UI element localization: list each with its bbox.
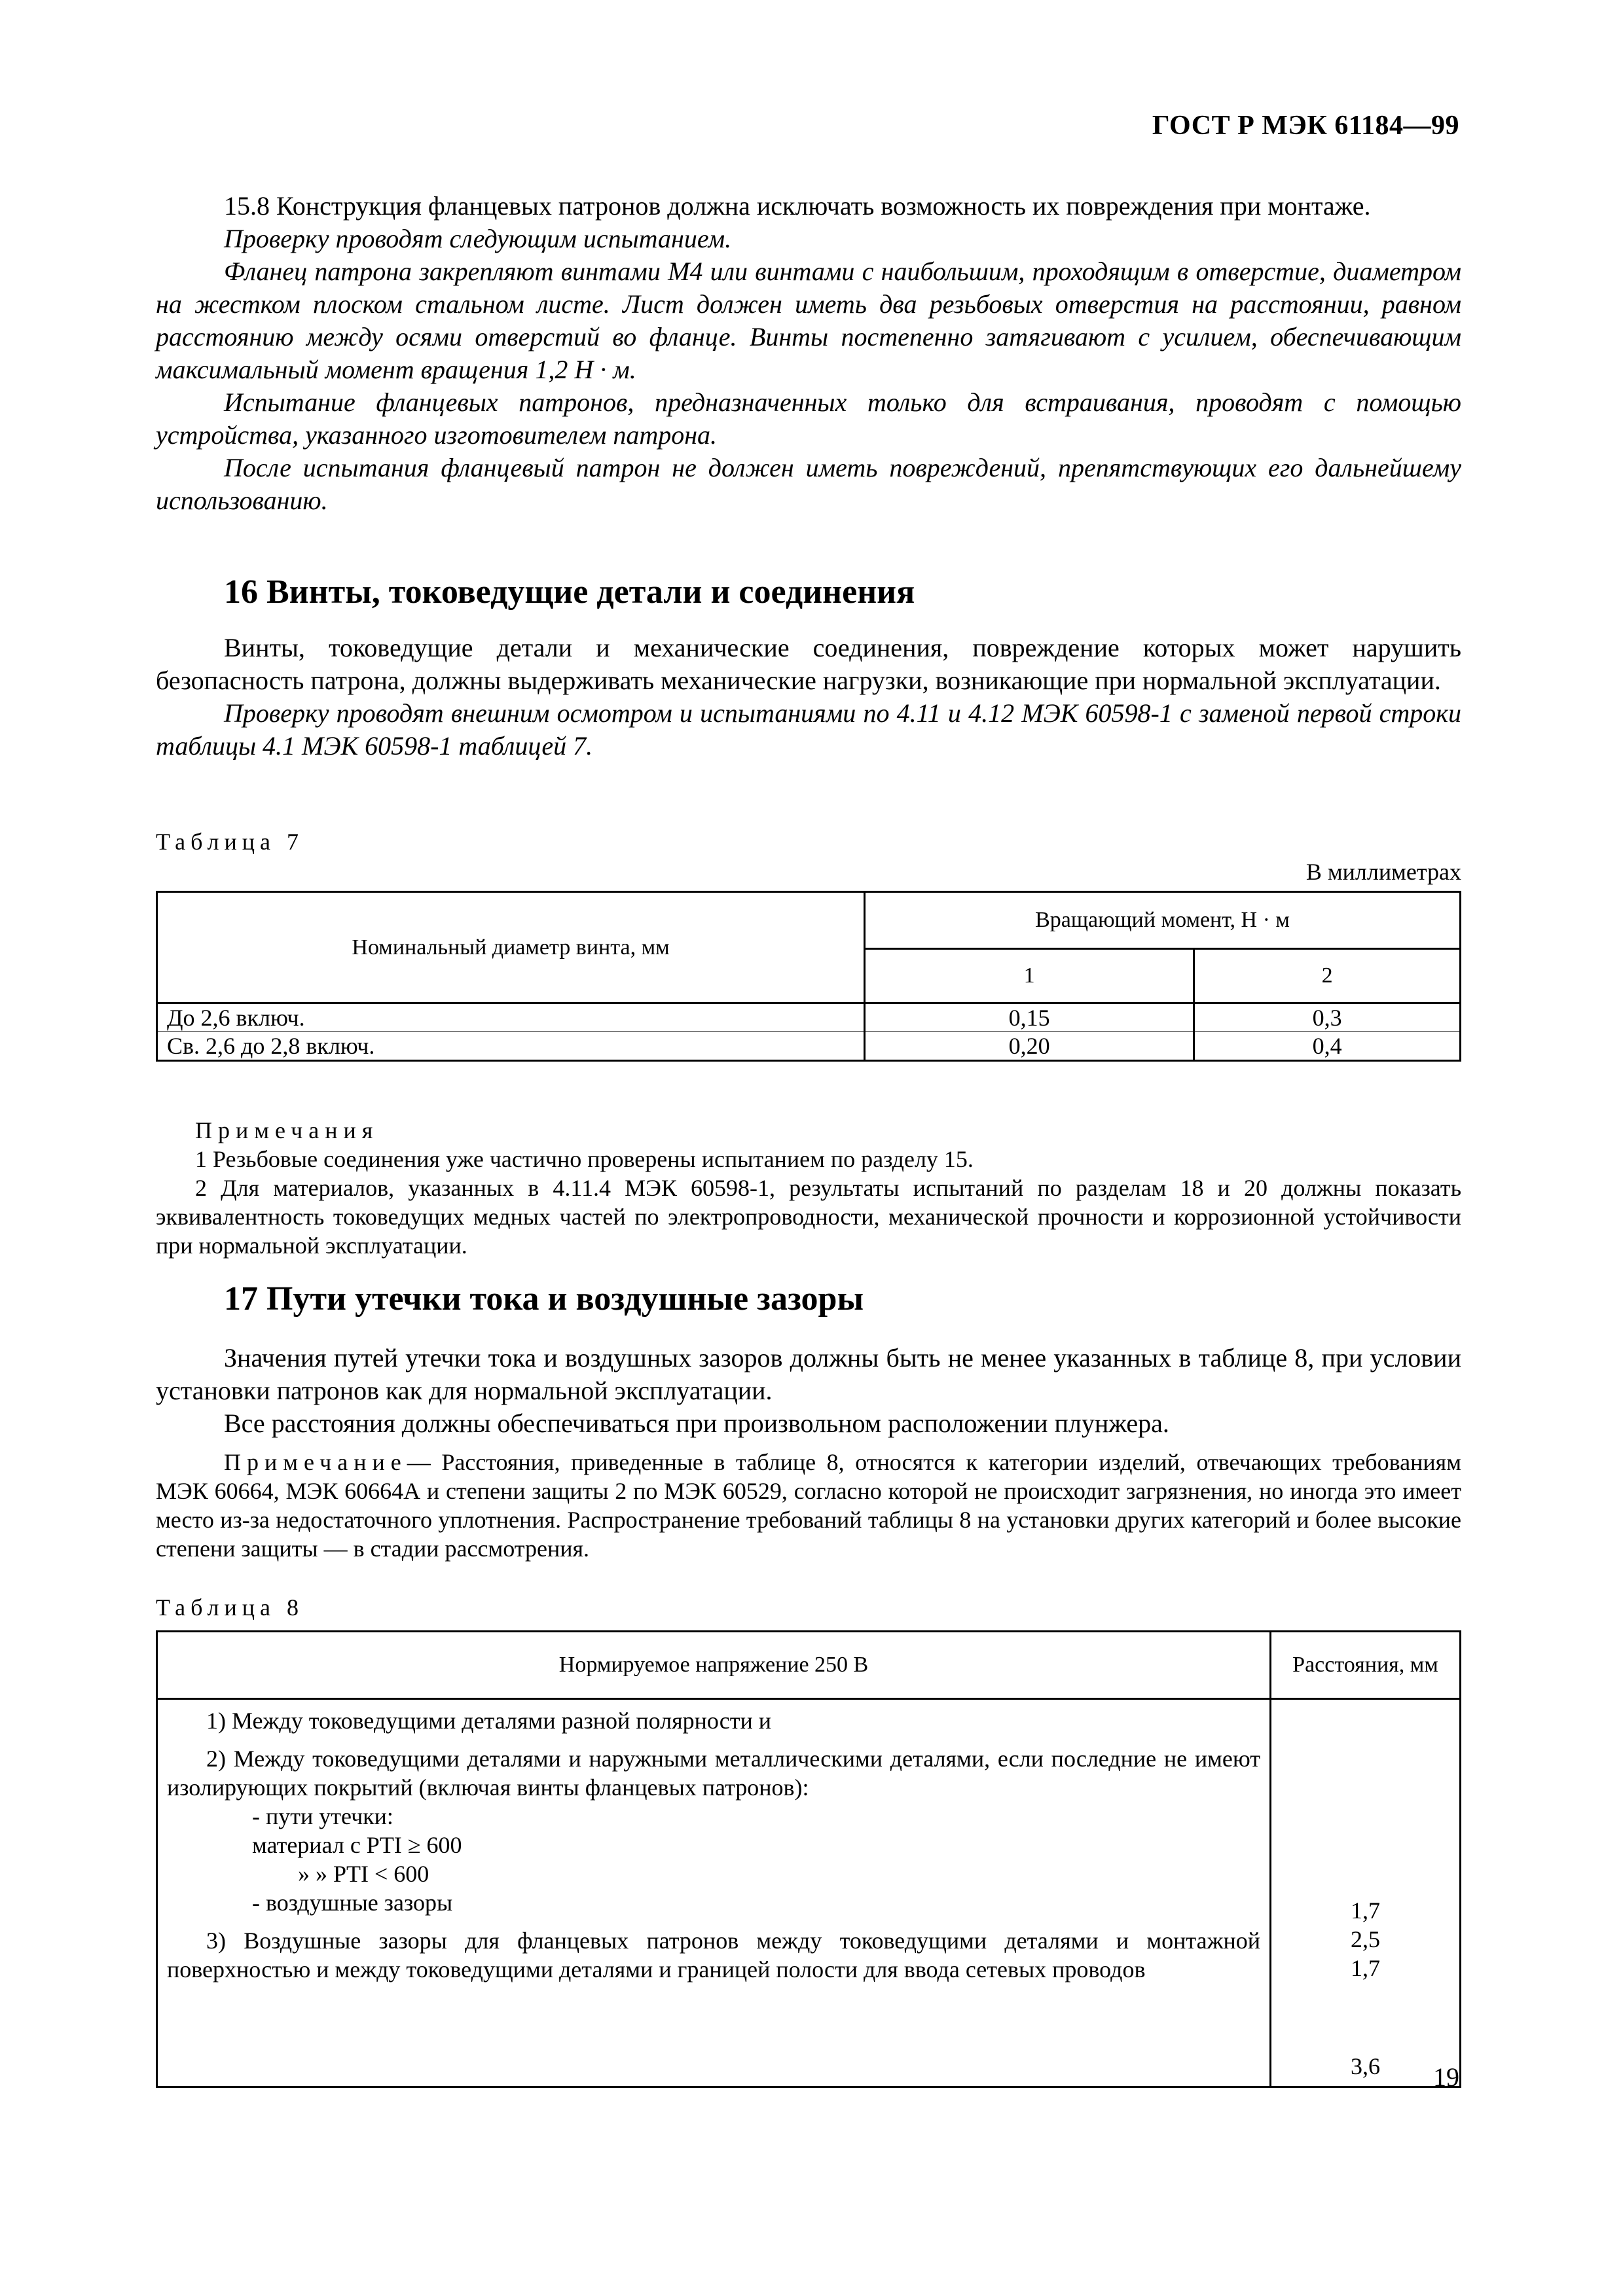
table-item: 1) Между токоведущими деталями разной полярности и	[206, 1708, 772, 1734]
table-value: 1,7	[1351, 1897, 1380, 1924]
paragraph: Испытание фланцевых патронов, предназначенных только для встраивания, проводят с помощью устройства, указанного изготовителем патрона.	[156, 387, 1461, 450]
table-header-cell: Расстояния, мм	[1271, 1632, 1461, 1699]
table-unit: В миллиметрах	[1305, 859, 1461, 885]
document-header: ГОСТ Р МЭК 61184—99	[1152, 111, 1459, 141]
table-8	[156, 1630, 1461, 2088]
table-cell: До 2,6 включ.	[157, 1003, 865, 1032]
table-subitem: - пути утечки:	[252, 1803, 393, 1829]
table-cell: Св. 2,6 до 2,8 включ.	[157, 1032, 865, 1061]
paragraph: После испытания фланцевый патрон не должен иметь повреждений, препятствующих его дальнейшему использованию.	[156, 453, 1461, 515]
paragraph: Проверку проводят внешним осмотром и испытаниями по 4.11 и 4.12 МЭК 60598-1 с заменой первой строки таблицы 4.1 МЭК 60598-1 таблицей 7.	[156, 698, 1461, 761]
table-header-cell: Вращающий момент, Н · м	[865, 892, 1461, 949]
notes-block	[156, 1116, 1461, 1260]
paragraph: Проверку проводят следующим испытанием.	[224, 224, 732, 253]
paragraph: 15.8 Конструкция фланцевых патронов должна исключать возможность их повреждения при монтаже.	[224, 191, 1371, 221]
table-header-cell: Нормируемое напряжение 250 В	[157, 1632, 1271, 1699]
note-text: — Расстояния, приведенные в таблице 8, относятся к категории изделий, отвечающих требованиям МЭК 60664, МЭК 60664А и степени защиты 2 по МЭК 60529, согласно которой не происходит загрязнения, но иногда это имеет место из-за недостаточного уплотнения. Распространение требований таблицы 8 на установки других категорий и более высокие степени защиты — в стадии рассмотрения.	[156, 1449, 1461, 1562]
table-cell: 0,4	[1194, 1032, 1461, 1061]
table-7-block	[156, 828, 1461, 1062]
section-16	[156, 632, 1461, 762]
table-subitem: материал с PTI ≥ 600	[252, 1832, 462, 1858]
table-value: 1,7	[1351, 1955, 1380, 1981]
table-caption: Таблица 7	[156, 829, 304, 855]
table-cell: 0,3	[1194, 1003, 1461, 1032]
table-header-cell: 1	[865, 949, 1194, 1003]
section-title-17: 17 Пути утечки тока и воздушные зазоры	[224, 1280, 864, 1318]
table-row	[157, 1032, 1461, 1061]
paragraph: Значения путей утечки тока и воздушных зазоров должны быть не менее указанных в таблице 8, при условии установки патронов как для нормальной эксплуатации.	[156, 1343, 1461, 1405]
note-item: 2 Для материалов, указанных в 4.11.4 МЭК 60598-1, результаты испытаний по разделам 18 и 20 должны показать эквивалентность токоведущих медных частей по электропроводности, механической прочности и коррозионной устойчивости при нормальной эксплуатации.	[156, 1175, 1461, 1259]
paragraph: Все расстояния должны обеспечиваться при произвольном расположении плунжера.	[224, 1408, 1169, 1438]
note-item: 1 Резьбовые соединения уже частично проверены испытанием по разделу 15.	[195, 1146, 974, 1172]
table-value: 2,5	[1351, 1926, 1380, 1952]
table-subitem: - воздушные зазоры	[252, 1890, 453, 1916]
table-item: 3) Воздушные зазоры для фланцевых патронов между токоведущими деталями и монтажной поверхностью и между токоведущими деталями и границей полости для ввода сетевых проводов	[167, 1928, 1260, 1982]
table-item: 2) Между токоведущими деталями и наружными металлическими деталями, если последние не имеют изолирующих покрытий (включая винты фланцевых патронов):	[167, 1746, 1260, 1801]
table-7	[156, 891, 1461, 1062]
table-cell: 0,20	[865, 1032, 1194, 1061]
section-note	[156, 1448, 1461, 1563]
table-row	[157, 1699, 1461, 2087]
table-value: 3,6	[1351, 2053, 1380, 2079]
table-8-block	[156, 1594, 1461, 2088]
table-header-cell: 2	[1194, 949, 1461, 1003]
table-subitem: » » PTI < 600	[298, 1861, 429, 1887]
table-row	[157, 1003, 1461, 1032]
section-title-16: 16 Винты, токоведущие детали и соединения	[224, 573, 915, 611]
table-header-cell: Номинальный диаметр винта, мм	[157, 892, 865, 1003]
note-label: Примечание	[224, 1449, 407, 1475]
table-cell	[1271, 1699, 1461, 2087]
page-number: 19	[1433, 2062, 1459, 2092]
paragraph: Винты, токоведущие детали и механические соединения, повреждение которых может нарушить безопасность патрона, должны выдерживать механические нагрузки, возникающие при нормальной эксплуатации.	[156, 633, 1461, 695]
section-15-8	[156, 190, 1461, 517]
table-cell: 0,15	[865, 1003, 1194, 1032]
table-cell	[157, 1699, 1271, 2087]
table-caption: Таблица 8	[156, 1594, 304, 1621]
notes-title: Примечания	[195, 1117, 379, 1143]
paragraph: Фланец патрона закрепляют винтами М4 или винтами с наибольшим, проходящим в отверстие, диаметром на жестком плоском стальном листе. Лист должен иметь два резьбовых отверстия на расстоянии, равном расстоянию между осями отверстий во фланце. Винты постепенно затягивают с усилием, обеспечивающим максимальный момент вращения 1,2 Н · м.	[156, 257, 1461, 384]
section-17	[156, 1342, 1461, 1563]
